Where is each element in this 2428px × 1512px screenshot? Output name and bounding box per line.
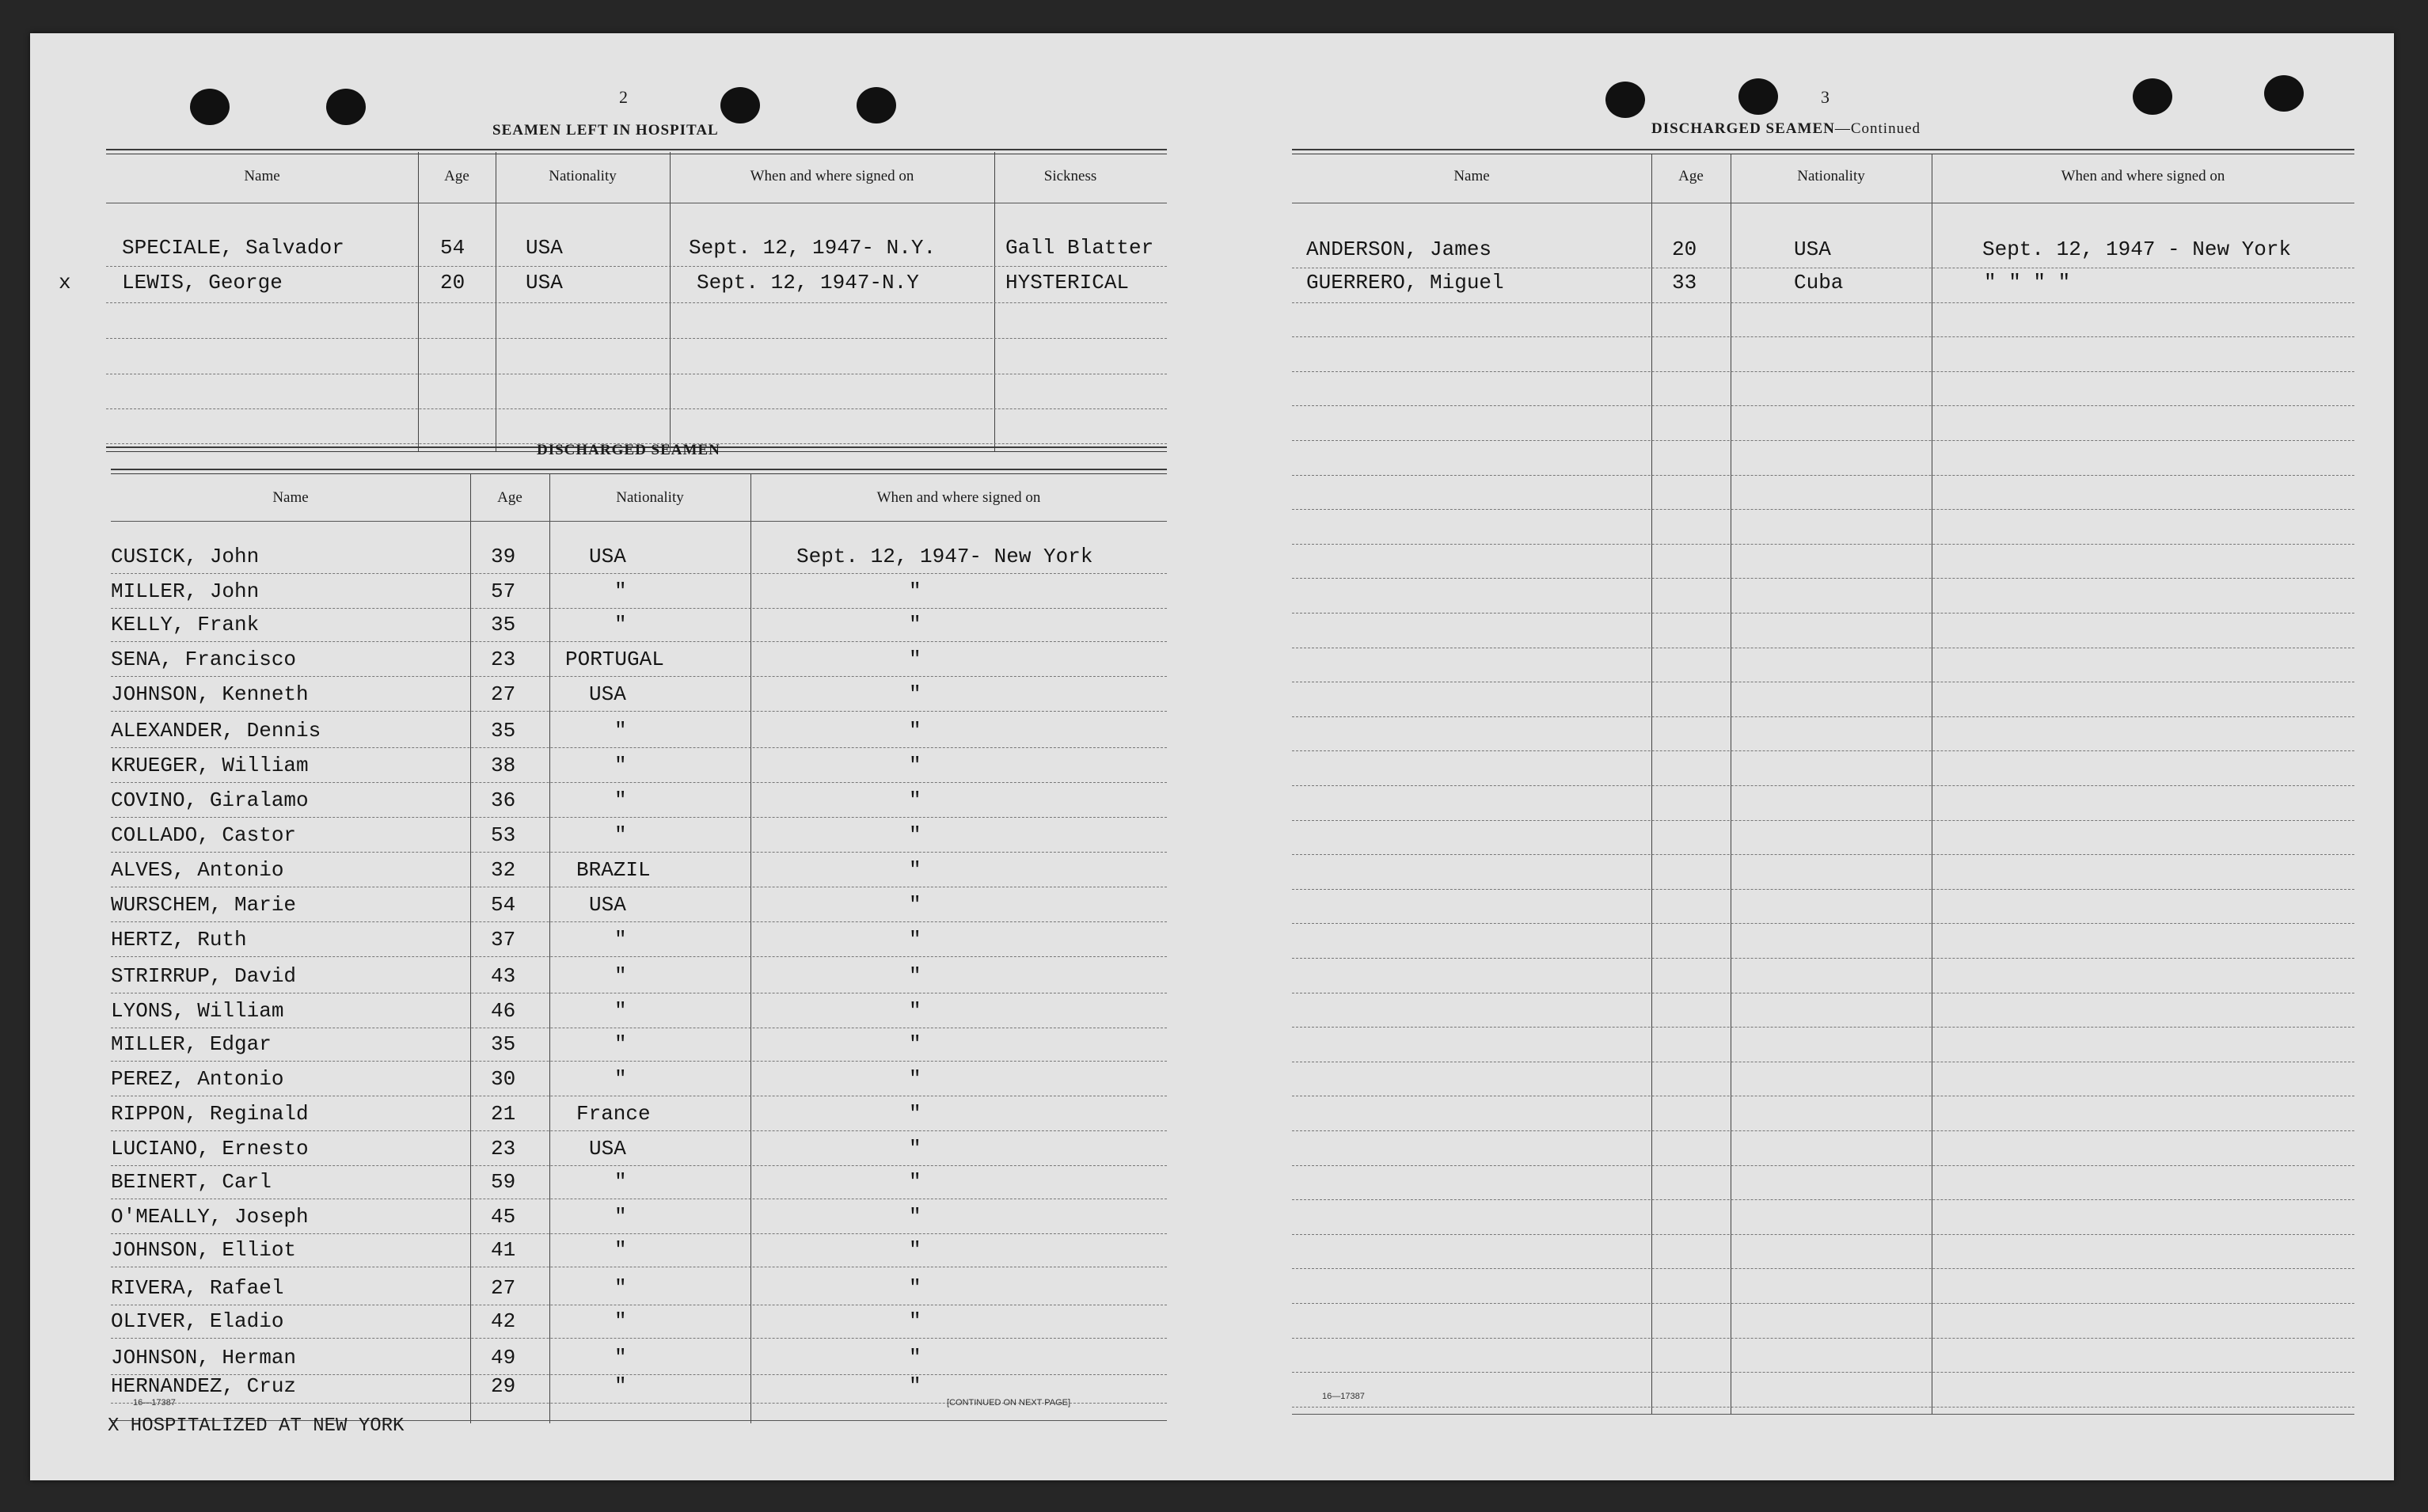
hospital-column-header: Name	[244, 168, 280, 184]
discharged-column-header: When and where signed on	[2061, 168, 2225, 184]
signed-on: "	[909, 858, 921, 882]
row-rule	[1292, 1130, 2354, 1131]
seaman-nationality: USA	[526, 271, 563, 294]
seaman-name: SPECIALE, Salvador	[122, 236, 344, 260]
signed-on: Sept. 12, 1947- N.Y.	[689, 236, 937, 260]
signed-on: "	[909, 682, 921, 706]
row-rule	[111, 782, 1167, 783]
row-rule	[1292, 578, 2354, 579]
seaman-name: OLIVER, Eladio	[111, 1309, 284, 1333]
seaman-age: 32	[491, 858, 516, 882]
column-divider	[1651, 154, 1652, 1414]
signed-on: "	[909, 788, 921, 812]
punch-hole-icon	[2133, 78, 2172, 115]
seaman-age: 43	[491, 964, 516, 988]
row-rule	[1292, 475, 2354, 476]
row-rule	[1292, 1165, 2354, 1166]
table-rule	[111, 469, 1167, 470]
seaman-age: 42	[491, 1309, 516, 1333]
seaman-name: MILLER, John	[111, 579, 260, 603]
hospital-column-header: Nationality	[549, 168, 617, 184]
seaman-nationality: USA	[589, 545, 626, 568]
table-bottom-rule	[1292, 1414, 2354, 1415]
row-rule	[1292, 889, 2354, 890]
column-divider	[549, 473, 550, 1423]
seaman-name: ANDERSON, James	[1306, 237, 1492, 261]
signed-on: Sept. 12, 1947 - New York	[1982, 237, 2292, 261]
punch-hole-icon	[720, 87, 760, 123]
seaman-nationality: "	[614, 719, 627, 743]
seaman-age: 33	[1672, 271, 1697, 294]
seaman-nationality: "	[614, 928, 627, 952]
signed-on: "	[909, 1276, 921, 1300]
seaman-age: 45	[491, 1205, 516, 1229]
discharged-column-header: Nationality	[616, 489, 684, 506]
signed-on: Sept. 12, 1947-N.Y	[697, 271, 919, 294]
sickness: HYSTERICAL	[1005, 271, 1130, 294]
row-rule	[1292, 716, 2354, 717]
seaman-nationality: USA	[589, 893, 626, 917]
seaman-age: 35	[491, 1032, 516, 1056]
seaman-name: STRIRRUP, David	[111, 964, 297, 988]
punch-hole-icon	[1738, 78, 1778, 115]
seaman-name: GUERRERO, Miguel	[1306, 271, 1504, 294]
seaman-age: 46	[491, 999, 516, 1023]
seaman-nationality: BRAZIL	[576, 858, 651, 882]
discharged-column-header: Age	[1678, 168, 1704, 184]
signed-on: "	[909, 1374, 921, 1398]
row-rule	[111, 1165, 1167, 1166]
row-rule	[1292, 405, 2354, 406]
row-rule	[1292, 1027, 2354, 1028]
signed-on: "	[909, 1309, 921, 1333]
seaman-age: 23	[491, 648, 516, 671]
seaman-name: MILLER, Edgar	[111, 1032, 272, 1056]
signed-on: "	[909, 893, 921, 917]
row-rule	[111, 1130, 1167, 1131]
page-number: 2	[619, 87, 628, 107]
signed-on: "	[909, 1137, 921, 1161]
seaman-name: RIPPON, Reginald	[111, 1102, 309, 1126]
seaman-name: RIVERA, Rafael	[111, 1276, 284, 1300]
seaman-age: 54	[491, 893, 516, 917]
seaman-nationality: "	[614, 1205, 627, 1229]
hospitalized-mark: x	[59, 271, 71, 294]
punch-hole-icon	[190, 89, 230, 125]
hospital-column-header: Age	[444, 168, 469, 184]
column-divider	[470, 473, 471, 1423]
seaman-nationality: "	[614, 1170, 627, 1194]
seaman-age: 41	[491, 1238, 516, 1262]
row-rule	[1292, 336, 2354, 337]
row-rule	[106, 266, 1167, 267]
row-rule	[1292, 544, 2354, 545]
seaman-nationality: "	[614, 964, 627, 988]
row-rule	[111, 1233, 1167, 1234]
seaman-name: BEINERT, Carl	[111, 1170, 272, 1194]
seaman-name: HERTZ, Ruth	[111, 928, 247, 952]
seaman-nationality: USA	[1794, 237, 1831, 261]
row-rule	[106, 338, 1167, 339]
column-divider	[670, 152, 671, 451]
seaman-name: LYONS, William	[111, 999, 284, 1023]
punch-hole-icon	[326, 89, 366, 125]
seaman-name: COVINO, Giralamo	[111, 788, 309, 812]
row-rule	[111, 608, 1167, 609]
seaman-age: 59	[491, 1170, 516, 1194]
row-rule	[1292, 958, 2354, 959]
punch-hole-icon	[1605, 82, 1645, 118]
discharged-column-header: Name	[1453, 168, 1490, 184]
row-rule	[111, 1338, 1167, 1339]
seaman-name: PEREZ, Antonio	[111, 1067, 284, 1091]
seaman-nationality: "	[614, 1032, 627, 1056]
seaman-age: 29	[491, 1374, 516, 1398]
continued-note: [CONTINUED ON NEXT PAGE]	[947, 1398, 1071, 1408]
signed-on: "	[909, 1067, 921, 1091]
signed-on: "	[909, 719, 921, 743]
signed-on: "	[909, 1346, 921, 1370]
row-rule	[1292, 785, 2354, 786]
row-rule	[1292, 371, 2354, 372]
footnote: X HOSPITALIZED AT NEW YORK	[108, 1415, 405, 1437]
seaman-nationality: USA	[589, 682, 626, 706]
row-rule	[111, 711, 1167, 712]
seaman-age: 38	[491, 754, 516, 777]
discharged-continued-title	[1651, 120, 1921, 138]
row-rule	[1292, 302, 2354, 303]
hospital-section-title: SEAMEN LEFT IN HOSPITAL	[492, 122, 719, 139]
row-rule	[1292, 1372, 2354, 1373]
seaman-name: COLLADO, Castor	[111, 823, 297, 847]
signed-on: "	[909, 648, 921, 671]
seaman-name: JOHNSON, Elliot	[111, 1238, 297, 1262]
row-rule	[1292, 854, 2354, 855]
discharged-column-header: Nationality	[1797, 168, 1865, 184]
row-rule	[1292, 1234, 2354, 1235]
row-rule	[1292, 820, 2354, 821]
signed-on: Sept. 12, 1947- New York	[796, 545, 1093, 568]
signed-on: "	[909, 1170, 921, 1194]
column-divider	[994, 152, 995, 451]
seaman-age: 35	[491, 719, 516, 743]
column-divider	[750, 473, 751, 1423]
seaman-nationality: "	[614, 1309, 627, 1333]
row-rule	[106, 408, 1167, 409]
seaman-name: LEWIS, George	[122, 271, 283, 294]
discharged-column-header: When and where signed on	[876, 489, 1041, 506]
seaman-name: O'MEALLY, Joseph	[111, 1205, 309, 1229]
seaman-nationality: "	[614, 1067, 627, 1091]
row-rule	[111, 1061, 1167, 1062]
row-rule	[111, 641, 1167, 642]
seaman-nationality: "	[614, 1374, 627, 1398]
seaman-name: SENA, Francisco	[111, 648, 297, 671]
seaman-age: 21	[491, 1102, 516, 1126]
seaman-nationality: USA	[526, 236, 563, 260]
row-rule	[1292, 1338, 2354, 1339]
seaman-nationality: "	[614, 1276, 627, 1300]
seaman-nationality: "	[614, 1346, 627, 1370]
form-code: 16—17387	[1322, 1392, 1365, 1401]
seaman-name: HERNANDEZ, Cruz	[111, 1374, 297, 1398]
title-suffix: —Continued	[1834, 120, 1921, 137]
row-rule	[1292, 1268, 2354, 1269]
seaman-age: 30	[491, 1067, 516, 1091]
form-code: 16—17387	[133, 1398, 176, 1408]
seaman-name: WURSCHEM, Marie	[111, 893, 297, 917]
row-rule	[1292, 613, 2354, 614]
hospital-column-header: When and where signed on	[750, 168, 914, 184]
seaman-name: CUSICK, John	[111, 545, 260, 568]
seaman-nationality: France	[576, 1102, 651, 1126]
seaman-nationality: "	[614, 999, 627, 1023]
seaman-name: JOHNSON, Kenneth	[111, 682, 309, 706]
seaman-age: 27	[491, 682, 516, 706]
seaman-name: ALEXANDER, Dennis	[111, 719, 321, 743]
seaman-age: 57	[491, 579, 516, 603]
seaman-age: 53	[491, 823, 516, 847]
seaman-nationality: "	[614, 1238, 627, 1262]
seaman-age: 36	[491, 788, 516, 812]
row-rule	[1292, 750, 2354, 751]
seaman-nationality: USA	[589, 1137, 626, 1161]
seaman-age: 54	[440, 236, 465, 260]
row-rule	[1292, 923, 2354, 924]
signed-on: "	[909, 1102, 921, 1126]
seaman-age: 35	[491, 613, 516, 636]
document-sheet	[30, 33, 2394, 1480]
signed-on: "	[909, 823, 921, 847]
signed-on: "	[909, 999, 921, 1023]
sickness: Gall Blatter	[1005, 236, 1154, 260]
discharged-column-header: Age	[497, 489, 522, 506]
header-rule	[111, 521, 1167, 522]
seaman-age: 20	[1672, 237, 1697, 261]
seaman-age: 20	[440, 271, 465, 294]
signed-on: "	[909, 1032, 921, 1056]
seaman-age: 37	[491, 928, 516, 952]
seaman-age: 23	[491, 1137, 516, 1161]
signed-on: "	[909, 1238, 921, 1262]
table-rule	[1292, 149, 2354, 150]
seaman-age: 49	[491, 1346, 516, 1370]
row-rule	[111, 956, 1167, 957]
row-rule	[1292, 1407, 2354, 1408]
hospital-column-header: Sickness	[1043, 168, 1097, 184]
row-rule	[111, 573, 1167, 574]
row-rule	[111, 921, 1167, 922]
signed-on: " " " "	[1984, 271, 2071, 294]
signed-on: "	[909, 754, 921, 777]
row-rule	[111, 676, 1167, 677]
row-rule	[1292, 509, 2354, 510]
seaman-nationality: PORTUGAL	[565, 648, 664, 671]
seaman-name: LUCIANO, Ernesto	[111, 1137, 309, 1161]
punch-hole-icon	[2264, 75, 2304, 112]
column-divider	[418, 152, 419, 451]
row-rule	[1292, 440, 2354, 441]
seaman-nationality: "	[614, 788, 627, 812]
table-rule	[106, 149, 1167, 150]
row-rule	[106, 302, 1167, 303]
seaman-name: KRUEGER, William	[111, 754, 309, 777]
title-text: DISCHARGED SEAMEN	[1651, 120, 1835, 137]
row-rule	[1292, 1199, 2354, 1200]
seaman-name: JOHNSON, Herman	[111, 1346, 297, 1370]
signed-on: "	[909, 928, 921, 952]
row-rule	[111, 747, 1167, 748]
seaman-nationality: "	[614, 613, 627, 636]
seaman-nationality: "	[614, 823, 627, 847]
seaman-nationality: "	[614, 754, 627, 777]
punch-hole-icon	[857, 87, 896, 123]
row-rule	[111, 852, 1167, 853]
row-rule	[1292, 1303, 2354, 1304]
seaman-age: 39	[491, 545, 516, 568]
seaman-age: 27	[491, 1276, 516, 1300]
page-number: 3	[1821, 87, 1830, 107]
signed-on: "	[909, 964, 921, 988]
discharged-column-header: Name	[272, 489, 309, 506]
seaman-name: ALVES, Antonio	[111, 858, 284, 882]
signed-on: "	[909, 1205, 921, 1229]
signed-on: "	[909, 579, 921, 603]
discharged-section-title: DISCHARGED SEAMEN	[537, 442, 720, 458]
signed-on: "	[909, 613, 921, 636]
seaman-nationality: Cuba	[1794, 271, 1844, 294]
seaman-name: KELLY, Frank	[111, 613, 260, 636]
seaman-nationality: "	[614, 579, 627, 603]
row-rule	[111, 817, 1167, 818]
